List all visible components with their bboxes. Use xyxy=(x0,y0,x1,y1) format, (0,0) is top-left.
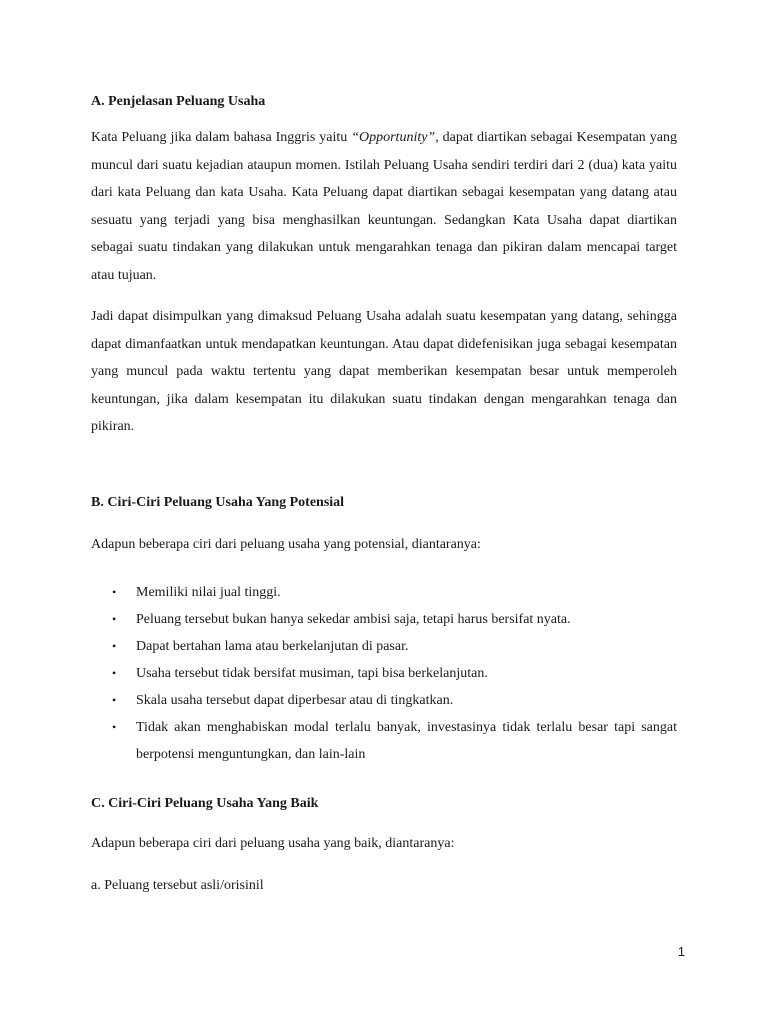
bullet-icon: • xyxy=(112,639,117,653)
bullet-icon: • xyxy=(112,612,117,626)
document-content xyxy=(91,92,677,899)
section-b-bullet-list xyxy=(91,579,677,768)
list-item xyxy=(91,633,677,660)
section-c-intro: Adapun beberapa ciri dari peluang usaha yang baik, diantaranya: xyxy=(91,836,455,851)
list-item-text: Peluang tersebut bukan hanya sekedar ambisi saja, tetapi harus bersifat nyata. xyxy=(136,612,571,627)
list-item xyxy=(91,687,677,714)
bullet-icon: • xyxy=(112,720,117,734)
list-item-text: Dapat bertahan lama atau berkelanjutan di pasar. xyxy=(136,639,409,654)
list-item-text: Usaha tersebut tidak bersifat musiman, tapi bisa berkelanjutan. xyxy=(136,666,488,681)
section-a-paragraph-1 xyxy=(91,124,677,289)
bullet-icon: • xyxy=(112,666,117,680)
section-a-heading: A. Penjelasan Peluang Usaha xyxy=(91,94,266,109)
list-item xyxy=(91,714,677,768)
section-b-intro: Adapun beberapa ciri dari peluang usaha yang potensial, diantaranya: xyxy=(91,536,481,552)
list-item xyxy=(91,660,677,687)
bullet-icon: • xyxy=(112,693,117,707)
section-c-item-a: a. Peluang tersebut asli/orisinil xyxy=(91,877,264,893)
section-a-paragraph-1-rest: , dapat diartikan sebagai Kesempatan yang muncul dari suatu kejadian ataupun momen. Istilah Peluang Usaha sendiri terdiri dari 2 (dua) kata yaitu dari kata Peluang dan kata Usaha. Kata Peluang dapat diartikan sebagai kesempatan yang datang atau sesuatu yang terjadi yang bisa menghasilkan keuntungan. Sedangkan Kata Usaha dapat diartikan sebagai suatu tindakan yang dilakukan untuk mengarahkan tenaga dan pikiran dalam mencapai target atau tujuan. xyxy=(91,130,677,283)
section-c-heading: C. Ciri-Ciri Peluang Usaha Yang Baik xyxy=(91,796,319,811)
list-item-text: Memiliki nilai jual tinggi. xyxy=(136,585,281,600)
opportunity-term: “Opportunity” xyxy=(351,130,436,145)
list-item xyxy=(91,579,677,606)
list-item-text: Skala usaha tersebut dapat diperbesar atau di tingkatkan. xyxy=(136,693,454,708)
section-a-paragraph-1-start: Kata Peluang jika dalam bahasa Inggris yaitu xyxy=(91,130,352,145)
bullet-icon: • xyxy=(112,585,117,599)
section-b-heading: B. Ciri-Ciri Peluang Usaha Yang Potensial xyxy=(91,494,345,510)
list-item xyxy=(91,606,677,633)
list-item-text: Tidak akan menghabiskan modal terlalu banyak, investasinya tidak terlalu besar tapi sangat berpotensi menguntungkan, dan lain-lain xyxy=(136,720,677,762)
page-number: 1 xyxy=(677,944,685,959)
section-a-paragraph-2: Jadi dapat disimpulkan yang dimaksud Peluang Usaha adalah suatu kesempatan yang datang, sehingga dapat dimanfaatkan untuk mendapatkan keuntungan. Atau dapat didefenisikan juga sebagai kesempatan yang muncul pada waktu tertentu yang dapat memberikan kesempatan besar untuk memperoleh keuntungan, jika dalam kesempatan itu dilakukan suatu tindakan dengan mengarahkan tenaga dan pikiran. xyxy=(91,309,677,434)
